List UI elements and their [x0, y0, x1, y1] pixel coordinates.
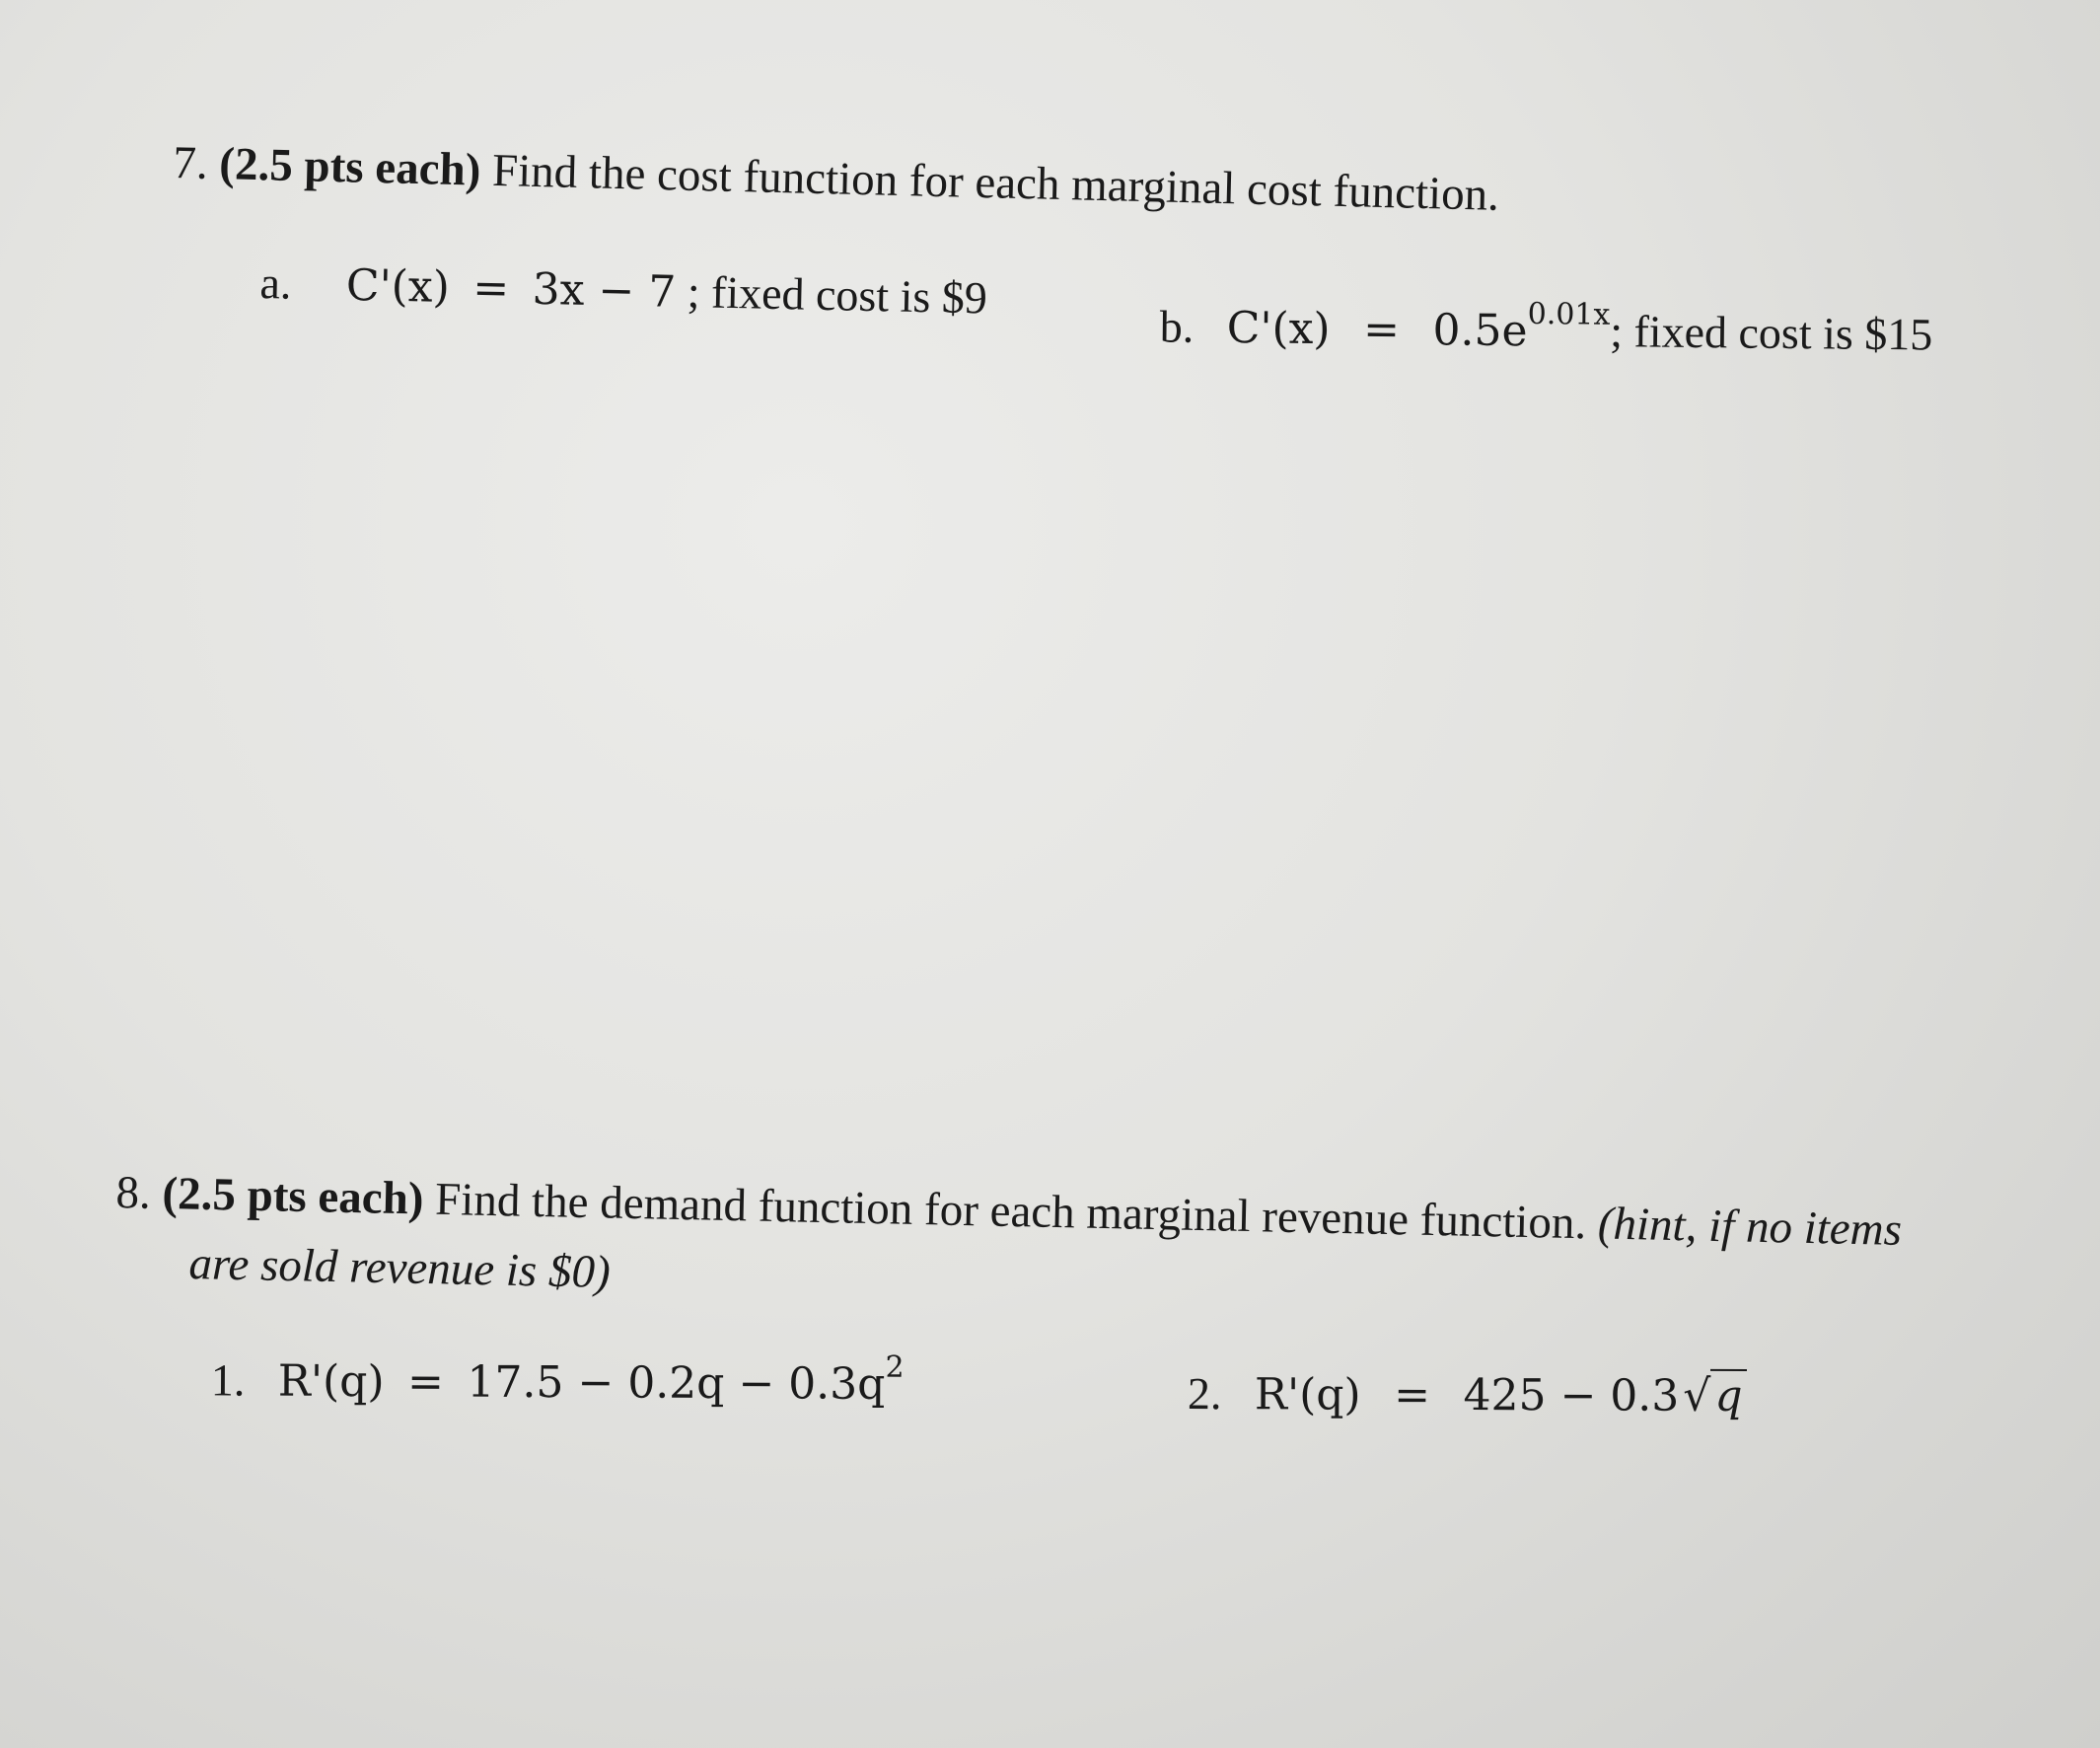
- question-7a-fixed-cost: ; fixed cost is $9: [687, 266, 988, 324]
- question-7b-exponent: 0.01x: [1527, 296, 1611, 332]
- question-7-prompt: Find the cost function for each marginal cost function.: [491, 144, 1500, 221]
- question-7-number: 7.: [172, 137, 209, 189]
- question-8-item-1: [210, 1349, 905, 1410]
- question-8-item-1-exponent: 2: [885, 1349, 905, 1385]
- question-7b: [1159, 296, 1933, 360]
- question-7a-lhs: C'(x): [345, 259, 451, 314]
- question-8-item-1-equals: =: [406, 1356, 445, 1408]
- question-8-item-2-radicand: q: [1710, 1369, 1746, 1421]
- question-7a-label: a.: [258, 257, 292, 309]
- question-8-heading-line2: [187, 1238, 612, 1298]
- question-8-points: (2.5 pts each): [161, 1167, 424, 1225]
- question-7b-fixed-cost: ; fixed cost is $15: [1609, 306, 1933, 360]
- question-8-item-1-lhs: R'(q): [277, 1355, 385, 1408]
- question-8-item-1-rhs: 17.5 − 0.2q − 0.3q: [467, 1356, 886, 1410]
- question-8-item-1-label: 1.: [210, 1354, 246, 1406]
- radical-sign-icon: √: [1683, 1370, 1711, 1421]
- question-7-points: (2.5 pts each): [218, 138, 481, 196]
- question-7a-equals: =: [471, 262, 510, 315]
- square-root: [1679, 1370, 1746, 1421]
- question-7b-equals: =: [1362, 304, 1401, 355]
- question-7a-rhs: 3x − 7: [532, 263, 677, 318]
- question-8-number: 8.: [114, 1167, 152, 1219]
- question-8-item-2-lhs: R'(q): [1254, 1369, 1361, 1420]
- question-8-hint-part2: are sold revenue is $0): [187, 1238, 612, 1298]
- question-8-item-2-equals: =: [1394, 1369, 1431, 1420]
- question-8-item-2-label: 2.: [1187, 1368, 1222, 1420]
- question-7b-label: b.: [1159, 301, 1195, 352]
- question-7a: [258, 257, 988, 324]
- question-8-prompt: Find the demand function for each marginal revenue function.: [434, 1173, 1587, 1250]
- question-8-item-2-rhs: 425 − 0.3: [1463, 1369, 1680, 1421]
- question-7-heading: [172, 137, 1500, 221]
- question-8-hint-part1: (hint, if no items: [1597, 1198, 1903, 1256]
- question-7b-lhs: C'(x): [1226, 303, 1331, 355]
- question-8-item-2: [1187, 1368, 1747, 1421]
- question-7b-rhs: 0.5e: [1432, 305, 1528, 357]
